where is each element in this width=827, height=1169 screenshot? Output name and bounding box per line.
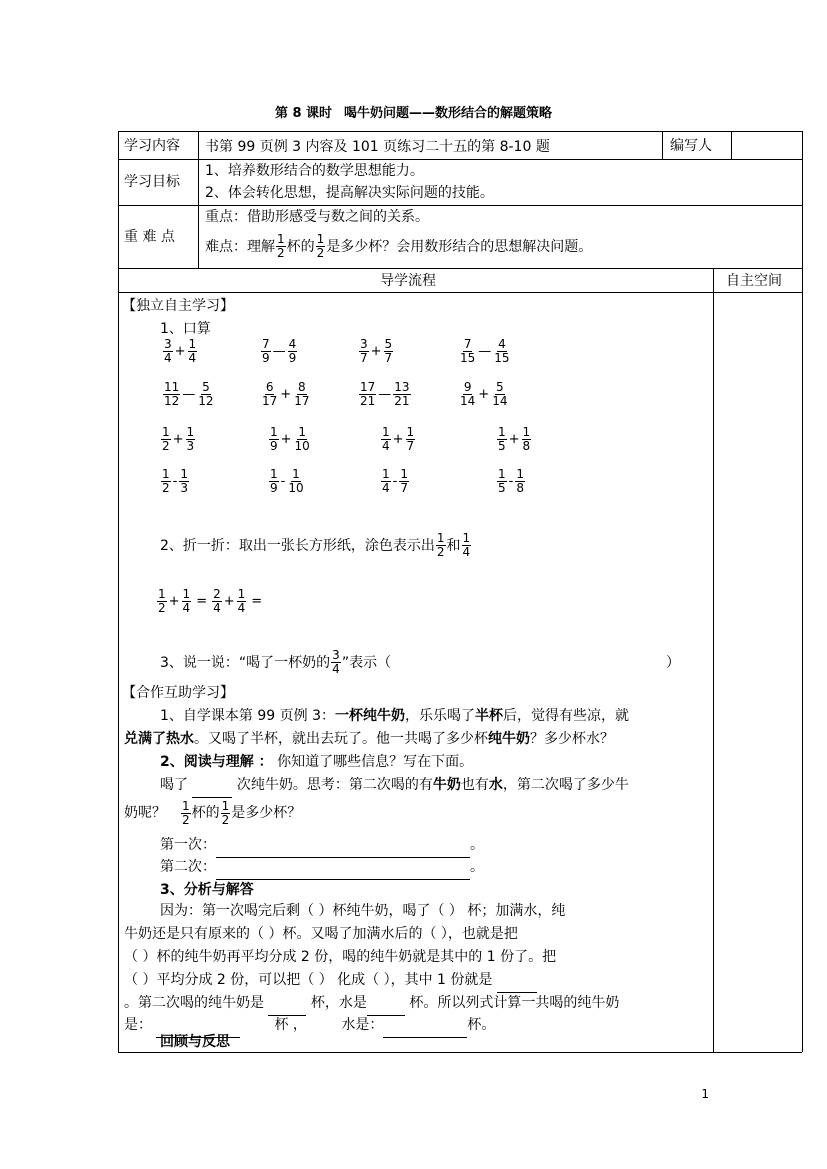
fraction: $\frac{4}{9}$ [288, 337, 297, 365]
exercise-item [160, 426, 196, 453]
operator: + [478, 387, 490, 402]
fraction: $\frac{17}{21}$ [360, 380, 376, 408]
operator: - [392, 474, 398, 489]
fraction: $\frac{13}{21}$ [394, 380, 410, 408]
say-question: 3、说一说：“喝了一杯奶的 $\frac{3}{4}$ ”表示（ ） [160, 648, 680, 676]
analysis-line-5: 。第二次喝的纯牛奶是 杯，水是 杯。所以列式计算一共喝的纯牛奶 [124, 991, 619, 1016]
fraction-one-quarter: $\frac{1}{4}$ [462, 531, 471, 559]
analysis-line-2: 牛奶还是只有原来的（ ）杯。又喝了加满水后的（ ），也就是把 [124, 926, 518, 942]
fraction: $\frac{6}{17}$ [262, 380, 278, 408]
operator: — [182, 387, 196, 402]
fraction: $\frac{1}{7}$ [406, 425, 415, 453]
exercise-item [358, 381, 412, 408]
fraction: $\frac{1}{5}$ [498, 467, 506, 495]
fraction: $\frac{7}{9}$ [262, 337, 270, 365]
fraction: $\frac{1}{10}$ [288, 467, 304, 495]
fraction: $\frac{1}{4}$ [382, 425, 390, 453]
example-line-2: 兑满了热水。又喝了半杯，就出去玩了。他一共喝了多少杯纯牛奶？多少杯水？ [124, 731, 614, 747]
difficulty-point: 难点：理解 $\frac{1}{2}$ 杯的 $\frac{1}{2}$ 是多少杯？会用数形结合的思想解决问题。 [205, 232, 593, 260]
space-label: 自主空间 [726, 273, 782, 289]
section-cooperative-heading: 【合作互助学习】 [122, 685, 234, 701]
goal-2: 2、体会转化思想，提高解决实际问题的技能。 [205, 185, 494, 201]
operator: — [272, 344, 286, 359]
fold-question: 2、折一折：取出一张长方形纸，涂色表示出 $\frac{1}{2}$ 和 $\frac{1}{4}$ [160, 531, 471, 559]
page-number: 1 [701, 1087, 709, 1101]
exercise-item [268, 468, 306, 495]
flow-label: 导学流程 [380, 273, 436, 289]
exercise-item [162, 338, 198, 365]
fraction: $\frac{1}{8}$ [516, 467, 524, 495]
analysis-line-6: 是： 杯 ， 水是： 杯。 [124, 1013, 495, 1038]
fraction: $\frac{5}{12}$ [198, 380, 214, 408]
fraction: $\frac{1}{3}$ [186, 425, 195, 453]
content-label: 学习内容 [124, 138, 180, 154]
fraction: $\frac{5}{7}$ [384, 337, 393, 365]
key-label: 重 难 点 [124, 229, 175, 245]
fraction: $\frac{1}{3}$ [180, 467, 188, 495]
fraction: $\frac{1}{9}$ [270, 425, 278, 453]
analysis-line-1: 因为：第一次喝完后剩（ ）杯纯牛奶，喝了（ ） 杯；加满水，纯 [160, 903, 566, 919]
goal-1: 1、培养数形结合的数学思想能力。 [205, 163, 424, 179]
exercise-item [260, 338, 298, 365]
lesson-number: 第 8 课时 [274, 106, 333, 121]
fraction: $\frac{1}{4}$ [188, 337, 197, 365]
page-title [0, 102, 827, 121]
operator: + [392, 432, 404, 447]
exercise-item [160, 468, 190, 495]
exercise-item [496, 468, 526, 495]
example-line-1: 1、自学课本第 99 页例 3：一杯纯牛奶，乐乐喝了半杯后，觉得有些凉，就 [160, 708, 629, 724]
drink-count-blank[interactable] [192, 797, 232, 798]
operator: — [478, 344, 492, 359]
half-of-half-line: 奶呢？ $\frac{1}{2}$ 杯的 $\frac{1}{2}$ 是多少杯？ [124, 799, 302, 827]
fraction: $\frac{1}{9}$ [270, 467, 278, 495]
fraction-three-quarters: $\frac{3}{4}$ [332, 648, 340, 676]
fraction: $\frac{1}{4}$ [382, 467, 390, 495]
exercise-item [260, 381, 311, 408]
operator: — [378, 387, 392, 402]
exercise-item [458, 381, 509, 408]
drink-count-line: 喝了 次纯牛奶。思考：第二次喝的有牛奶也有水，第二次喝了多少牛 [160, 773, 629, 798]
exercise-item [458, 338, 512, 365]
fraction: $\frac{8}{17}$ [294, 380, 310, 408]
fraction: $\frac{3}{4}$ [164, 337, 172, 365]
second-drink-line: 第二次： 。 [160, 855, 484, 880]
goal-label: 学习目标 [124, 174, 180, 190]
fraction: $\frac{1}{2}$ [162, 467, 170, 495]
operator: + [508, 432, 520, 447]
content-value: 书第 99 页例 3 内容及 101 页练习二十五的第 8-10 题 [205, 139, 550, 155]
operator: - [508, 474, 514, 489]
read-understand-line: 2、阅读与理解 ： 你知道了哪些信息？写在下面。 [160, 754, 474, 770]
key-point: 重点：借助形感受与数之间的关系。 [205, 209, 429, 225]
fold-expression: $\frac{1}{2}$ + $\frac{1}{4}$ = $\frac{2}{4}$ + $\frac{1}{4}$ = [158, 587, 263, 615]
exercise-item [380, 468, 410, 495]
fraction-one-half: $\frac{1}{2}$ [277, 232, 285, 260]
fraction: $\frac{7}{15}$ [460, 337, 476, 365]
exercise-item [496, 426, 532, 453]
fraction: $\frac{5}{14}$ [492, 380, 508, 408]
analysis-line-4: （ ）平均分成 2 份，可以把（ ） 化成（ ），其中 1 份就是 [124, 968, 537, 993]
exercise-item [162, 381, 216, 408]
analysis-line-3: （ ）杯的纯牛奶再平均分成 2 份，喝的纯牛奶就是其中的 1 份了。把 [124, 949, 557, 965]
second-drink-blank[interactable] [216, 879, 470, 880]
operator: + [172, 432, 184, 447]
section-independent-heading: 【独立自主学习】 [122, 298, 234, 314]
fraction: $\frac{1}{7}$ [400, 467, 408, 495]
operator: - [172, 474, 178, 489]
oral-calc-label: 1、口算 [160, 321, 211, 337]
review-heading: 回顾与反思 [160, 1034, 230, 1050]
operator: + [174, 344, 186, 359]
author-label: 编写人 [670, 138, 712, 154]
exercise-item [358, 338, 394, 365]
fraction: $\frac{1}{10}$ [294, 425, 310, 453]
fraction: $\frac{1}{8}$ [522, 425, 531, 453]
fraction-one-half: $\frac{1}{2}$ [316, 232, 325, 260]
total-water-blank[interactable] [383, 1037, 467, 1038]
fraction: $\frac{11}{12}$ [164, 380, 180, 408]
exercise-item [380, 426, 416, 453]
fraction: $\frac{9}{14}$ [460, 380, 476, 408]
fraction: $\frac{3}{7}$ [360, 337, 368, 365]
fraction: $\frac{1}{5}$ [498, 425, 506, 453]
operator: + [280, 432, 292, 447]
lesson-name: 喝牛奶问题——数形结合的解题策略 [344, 106, 553, 121]
exercise-item [268, 426, 312, 453]
first-drink-line: 第一次： 。 [160, 833, 484, 858]
analysis-heading: 3、分析与解答 [160, 882, 254, 898]
fraction-one-half: $\frac{1}{2}$ [436, 531, 445, 559]
operator: + [370, 344, 382, 359]
operator: + [280, 387, 292, 402]
fraction: $\frac{4}{15}$ [494, 337, 510, 365]
fraction: $\frac{1}{2}$ [162, 425, 170, 453]
operator: - [280, 474, 286, 489]
